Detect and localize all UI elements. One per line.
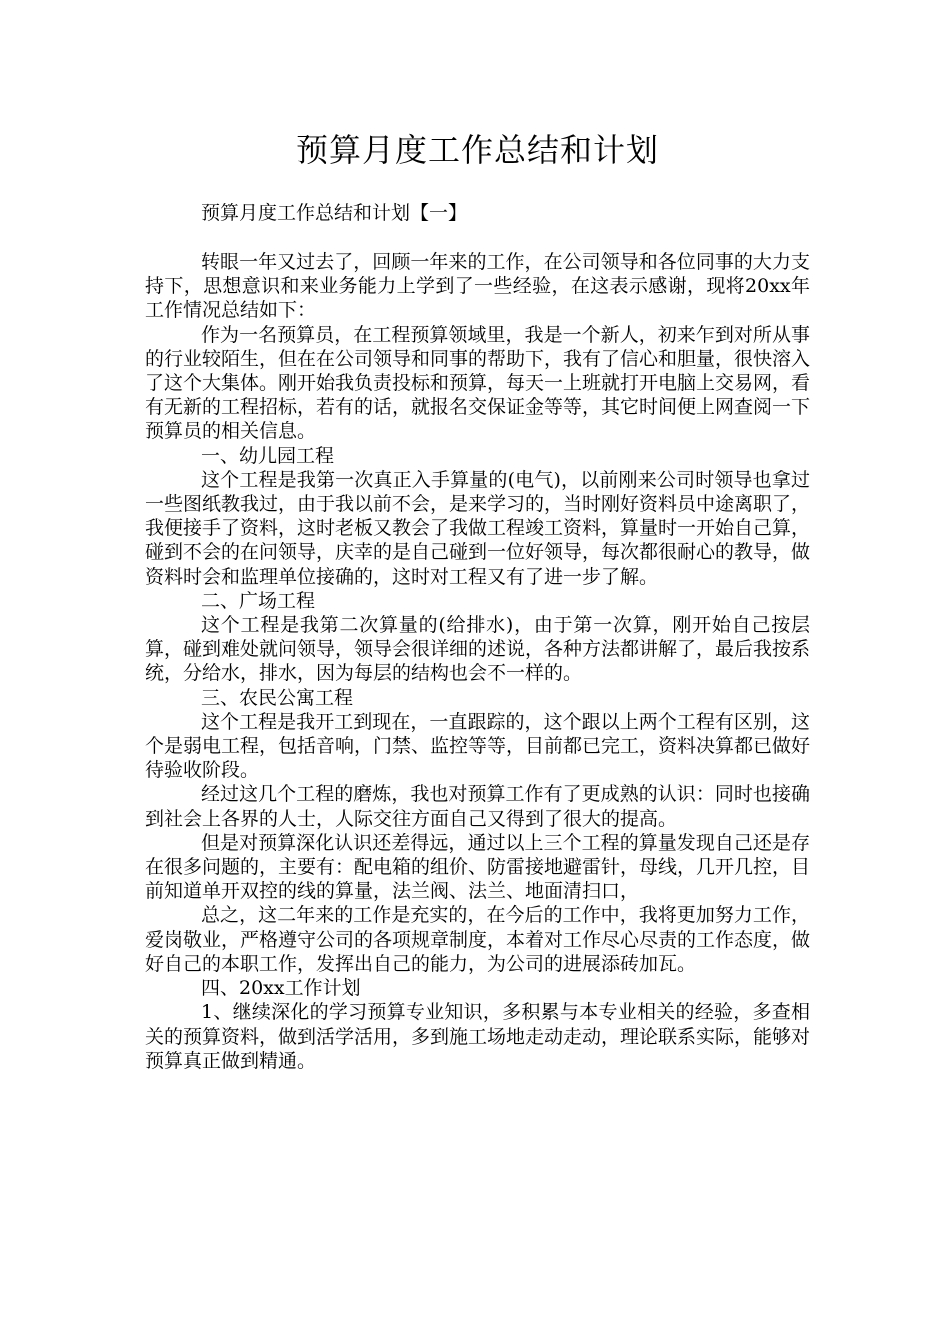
paragraph-apartment: 这个工程是我开工到现在，一直跟踪的，这个跟以上两个工程有区别，这个是弱电工程，包括音响，门禁、监控等等，目前都已完工，资料决算都已做好待验收阶段。 (145, 710, 811, 782)
paragraph-plan-1: 1、继续深化的学习预算专业知识，多积累与本专业相关的经验，多查相关的预算资料，做到活学活用，多到施工场地走动走动，理论联系实际，能够对预算真正做到精通。 (145, 1001, 811, 1072)
paragraph-kindergarten: 这个工程是我第一次真正入手算量的(电气)，以前刚来公司时领导也拿过一些图纸教我过，由于我以前不会，是来学习的，当时刚好资料员中途离职了，我便接手了资料，这时老板又教会了我做工程竣工资料，算量时一开始自己算，碰到不会的在问领导，庆幸的是自己碰到一位好领导，每次都很耐心的教导，做资料时会和监理单位接确的，这时对工程又有了进一步了解。 (145, 468, 811, 588)
document-title: 预算月度工作总结和计划 (295, 131, 659, 169)
paragraph-intro: 转眼一年又过去了，回顾一年来的工作，在公司领导和各位同事的大力支持下，思想意识和来业务能力上学到了一些经验，在这表示感谢，现将20xx年工作情况总结如下： (145, 251, 810, 322)
paragraph-plaza: 这个工程是我第二次算量的(给排水)，由于第一次算，刚开始自己按层算，碰到难处就问领导，领导会很详细的述说，各种方法都讲解了，最后我按系统，分给水，排水，因为每层的结构也会不一样的。 (145, 614, 811, 685)
document-body (145, 250, 810, 1073)
section-heading-plaza: 二、广场工程 (201, 589, 316, 612)
section-heading-kindergarten: 一、幼儿园工程 (201, 444, 335, 467)
document-page (145, 0, 810, 1344)
paragraph-summary: 总之，这二年来的工作是充实的，在今后的工作中，我将更加努力工作，爱岗敬业，严格遵守公司的各项规章制度，本着对工作尽心尽责的工作态度，做好自己的本职工作，发挥出自己的能力，为公司的进展添砖加瓦。 (145, 904, 811, 975)
document-subtitle: 预算月度工作总结和计划【一】 (201, 202, 468, 224)
paragraph-role: 作为一名预算员，在工程预算领域里，我是一个新人，初来乍到对所从事的行业较陌生，但在在公司领导和同事的帮助下，我有了信心和胆量，很快溶入了这个大集体。刚开始我负责投标和预算，每天一上班就打开电脑上交易网，看有无新的工程招标，若有的话，就报名交保证金等等，其它时间便上网查阅一下预算员的相关信息。 (145, 323, 811, 443)
paragraph-experience: 经过这几个工程的磨炼，我也对预算工作有了更成熟的认识：同时也接确到社会上各界的人士，人际交往方面自己又得到了很大的提高。 (145, 783, 810, 830)
section-heading-apartment: 三、农民公寓工程 (201, 686, 354, 709)
paragraph-problems: 但是对预算深化认识还差得远，通过以上三个工程的算量发现自己还是存在很多问题的，主要有：配电箱的组价、防雷接地避雷针，母线，几开几控，目前知道单开双控的线的算量，法兰阀、法兰、地面清扫口， (145, 831, 811, 903)
section-heading-plan: 四、20xx工作计划 (201, 977, 361, 1000)
